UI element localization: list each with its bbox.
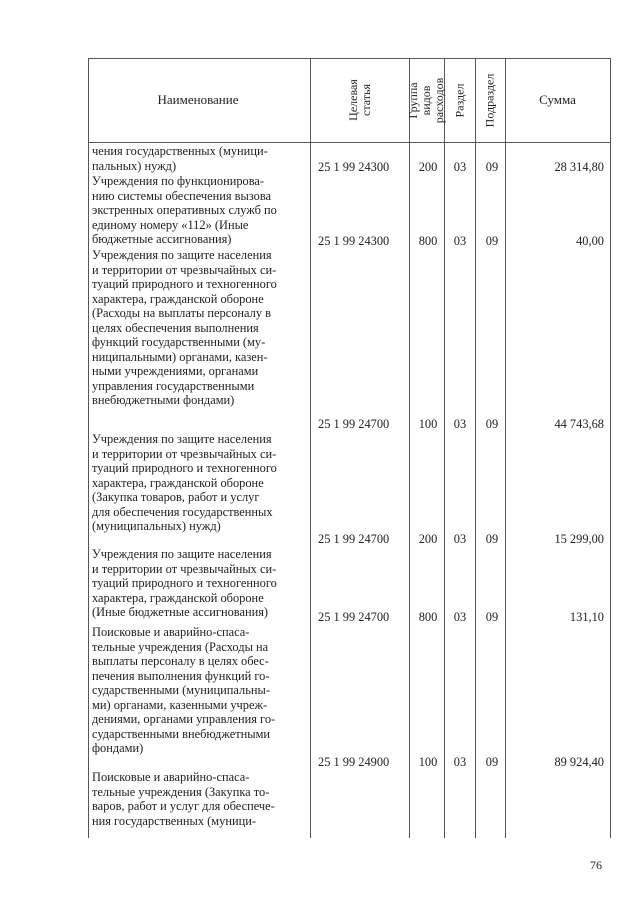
row-subsection: 09 [485,417,499,431]
header-code [310,58,409,142]
row-section: 03 [453,532,467,546]
column-divider-section [475,58,476,838]
row-group: 100 [418,417,438,431]
row-name: Учреждения по защите населения и территории от чрезвычайных си- туаций природного и техногенного характера, гражданской обороне (Иные бюджетные ассигнования) [92,547,277,619]
row-section: 03 [453,160,467,174]
row-name: Учреждения по защите населения и территории от чрезвычайных си- туаций природного и техногенного характера, гражданской обороне (Расходы на выплаты персоналу в целях обеспечения выполнения функций государственными (му- ниципальными) органами, казен- ными учреждениями, органами управления государственными внебюджетными фондами) [92,248,277,407]
row-name: Учреждения по функционирова- нию системы обеспечения вызова экстренных оперативных служб по единому номеру «112» (Иные бюджетные ассигнования) [92,174,277,246]
header-section-label: Раздел [452,83,467,117]
header-group [406,58,447,142]
row-code: 25 1 99 24900 [318,755,390,769]
row-code: 25 1 99 24700 [318,417,390,431]
row-name: чения государственных (муници- пальных) нужд) [92,144,268,173]
row-subsection: 09 [485,532,499,546]
row-sum: 15 299,00 [554,532,604,546]
row-sum: 28 314,80 [554,160,604,174]
header-sum: Сумма [539,92,576,107]
row-sum: 40,00 [576,234,604,248]
row-subsection: 09 [485,160,499,174]
column-divider-code [409,58,410,838]
column-divider-subsection [505,58,506,838]
column-divider-name [310,58,311,838]
header-code-label: Целевая статья [345,79,373,121]
row-section: 03 [453,234,467,248]
header-bottom-border [88,142,610,143]
row-group: 200 [418,532,438,546]
row-section: 03 [453,417,467,431]
header-subsection-label: Подраздел [482,73,497,127]
row-group: 100 [418,755,438,769]
row-group: 800 [418,610,438,624]
row-code: 25 1 99 24300 [318,160,390,174]
header-section [444,58,475,142]
row-group: 800 [418,234,438,248]
page-number: 76 [590,858,602,872]
row-sum: 131,10 [569,610,604,624]
row-group: 200 [418,160,438,174]
row-name: Поисковые и аварийно-спаса- тельные учреждения (Расходы на выплаты персоналу в целях обес- печения выполнения функций го- сударственными (муниципальны- ми) органами, казенными учреж- дениями, органами управления го- сударственными внебюджетными фондами) [92,625,276,755]
row-subsection: 09 [485,234,499,248]
row-sum: 44 743,68 [554,417,604,431]
row-subsection: 09 [485,610,499,624]
row-sum: 89 924,40 [554,755,604,769]
row-code: 25 1 99 24700 [318,610,390,624]
row-section: 03 [453,755,467,769]
row-code: 25 1 99 24700 [318,532,390,546]
column-divider-right [610,58,611,838]
row-name: Учреждения по защите населения и территории от чрезвычайных си- туаций природного и техногенного характера, гражданской обороне (Закупка товаров, работ и услуг для обеспечения государственных (муниципальных) нужд) [92,432,277,533]
header-group-label: Группа видов расходов [406,77,447,123]
row-name: Поисковые и аварийно-спаса- тельные учреждения (Закупка то- варов, работ и услуг для обеспече- ния государственных (муници- [92,770,275,828]
header-name: Наименование [157,92,239,107]
row-section: 03 [453,610,467,624]
row-subsection: 09 [485,755,499,769]
row-code: 25 1 99 24300 [318,234,390,248]
header-subsection [475,58,505,142]
column-divider-left [88,58,89,838]
column-divider-group [444,58,445,838]
